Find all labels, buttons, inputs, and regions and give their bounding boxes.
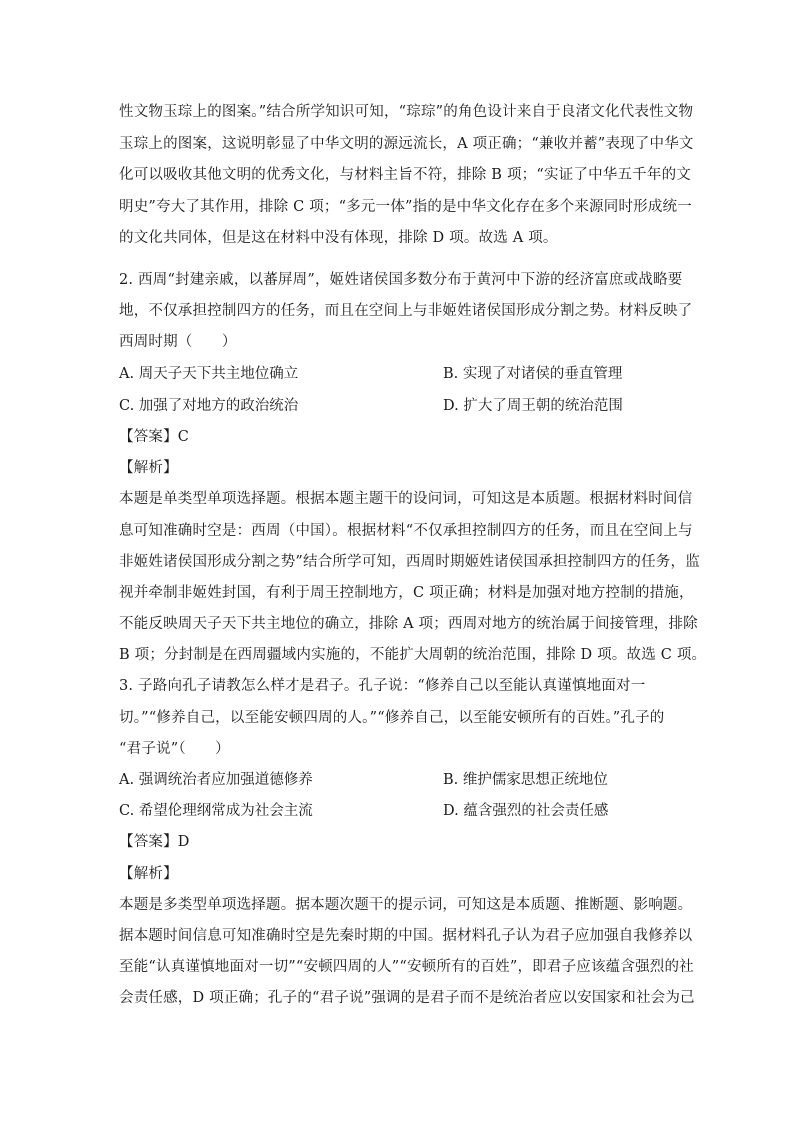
q2-answer: 【答案】C	[119, 429, 190, 445]
q2-stem-line-2: 地，不仅承担控制四方的任务，而且在空间上与非姬姓诸侯国形成分割之势。材料反映了	[119, 303, 693, 319]
q3-answer: 【答案】D	[119, 834, 190, 850]
q3-analysis-line-1: 本题是多类型单项选择题。据本题次题干的提示词，可知这是本质题、推断题、影响题。	[119, 897, 693, 913]
q3-option-d: D. 蕴含强烈的社会责任感	[443, 803, 609, 819]
q3-stem-line-3: “君子说”（ ）	[119, 741, 230, 757]
q3-analysis-line-4: 会责任感，D 项正确；孔子的“君子说”强调的是君子而不是统治者应以安国家和社会为己	[119, 990, 695, 1006]
q3-analysis-label: 【解析】	[119, 866, 178, 882]
q2-stem-line-1: 2. 西周“封建亲戚，以蕃屏周”，姬姓诸侯国多数分布于黄河中下游的经济富庶或战略要	[119, 272, 683, 288]
q3-option-b: B. 维护儒家思想正统地位	[443, 772, 608, 788]
q2-analysis-line-4: 视并牵制非姬姓封国，有利于周王控制地方，C 项正确；材料是加强对地方控制的措施，	[119, 585, 694, 601]
carryover-line-2: 玉琮上的图案，这说明彰显了中华文明的源远流长，A 项正确；“兼收并蓄”表现了中华文	[119, 136, 694, 152]
q2-analysis-line-3: 非姬姓诸侯国形成分割之势”结合所学可知，西周时期姬姓诸侯国承担控制四方的任务，监	[119, 554, 700, 570]
q2-analysis-line-2: 息可知准确时空是：西周（中国）。根据材料“不仅承担控制四方的任务，而且在空间上与	[119, 523, 693, 539]
q2-analysis-line-6: B 项；分封制是在西周疆域内实施的，不能扩大周朝的统治范围，排除 D 项。故选 C 项。	[119, 647, 707, 663]
q3-analysis-line-2: 据本题时间信息可知准确时空是先秦时期的中国。据材料孔子认为君子应加强自我修养以	[119, 928, 693, 944]
q3-stem-line-2: 切。”“修养自己，以至能安顿四周的人。”“修养自己，以至能安顿所有的百姓。”孔子的	[119, 710, 665, 726]
q3-option-a: A. 强调统治者应加强道德修养	[119, 772, 313, 788]
q2-option-b: B. 实现了对诸侯的垂直管理	[443, 366, 623, 382]
q2-option-d: D. 扩大了周王朝的统治范围	[443, 398, 623, 414]
carryover-line-1: 性文物玉琮上的图案。”结合所学知识可知，“琮琮”的角色设计来自于良渚文化代表性文物	[119, 104, 694, 120]
q2-analysis-line-5: 不能反映周天子天下共主地位的确立，排除 A 项；西周对地方的统治属于间接管理，排除	[119, 616, 698, 632]
q2-option-a: A. 周天子天下共主地位确立	[119, 366, 299, 382]
q3-analysis-line-3: 至能“认真谨慎地面对一切”“安顿四周的人”“安顿所有的百姓”，即君子应该蕴含强烈的社	[119, 959, 694, 975]
carryover-line-5: 的文化共同体，但是这在材料中没有体现，排除 D 项。故选 A 项。	[119, 230, 558, 246]
carryover-line-4: 明史”夸大了其作用，排除 C 项；“多元一体”指的是中华文化存在多个来源同时形成统一	[119, 199, 692, 215]
q3-option-c: C. 希望伦理纲常成为社会主流	[119, 803, 313, 819]
q2-option-c: C. 加强了对地方的政治统治	[119, 398, 299, 414]
q2-analysis-label: 【解析】	[119, 460, 178, 476]
q2-analysis-line-1: 本题是单类型单项选择题。根据本题主题干的设问词，可知这是本质题。根据材料时间信	[119, 491, 693, 507]
q2-stem-line-3: 西周时期（ ）	[119, 334, 237, 350]
q3-stem-line-1: 3. 子路向孔子请教怎么样才是君子。孔子说：“修养自己以至能认真谨慎地面对一	[119, 678, 646, 694]
carryover-line-3: 化可以吸收其他文明的优秀文化，与材料主旨不符，排除 B 项；“实证了中华五千年的文	[119, 167, 691, 183]
